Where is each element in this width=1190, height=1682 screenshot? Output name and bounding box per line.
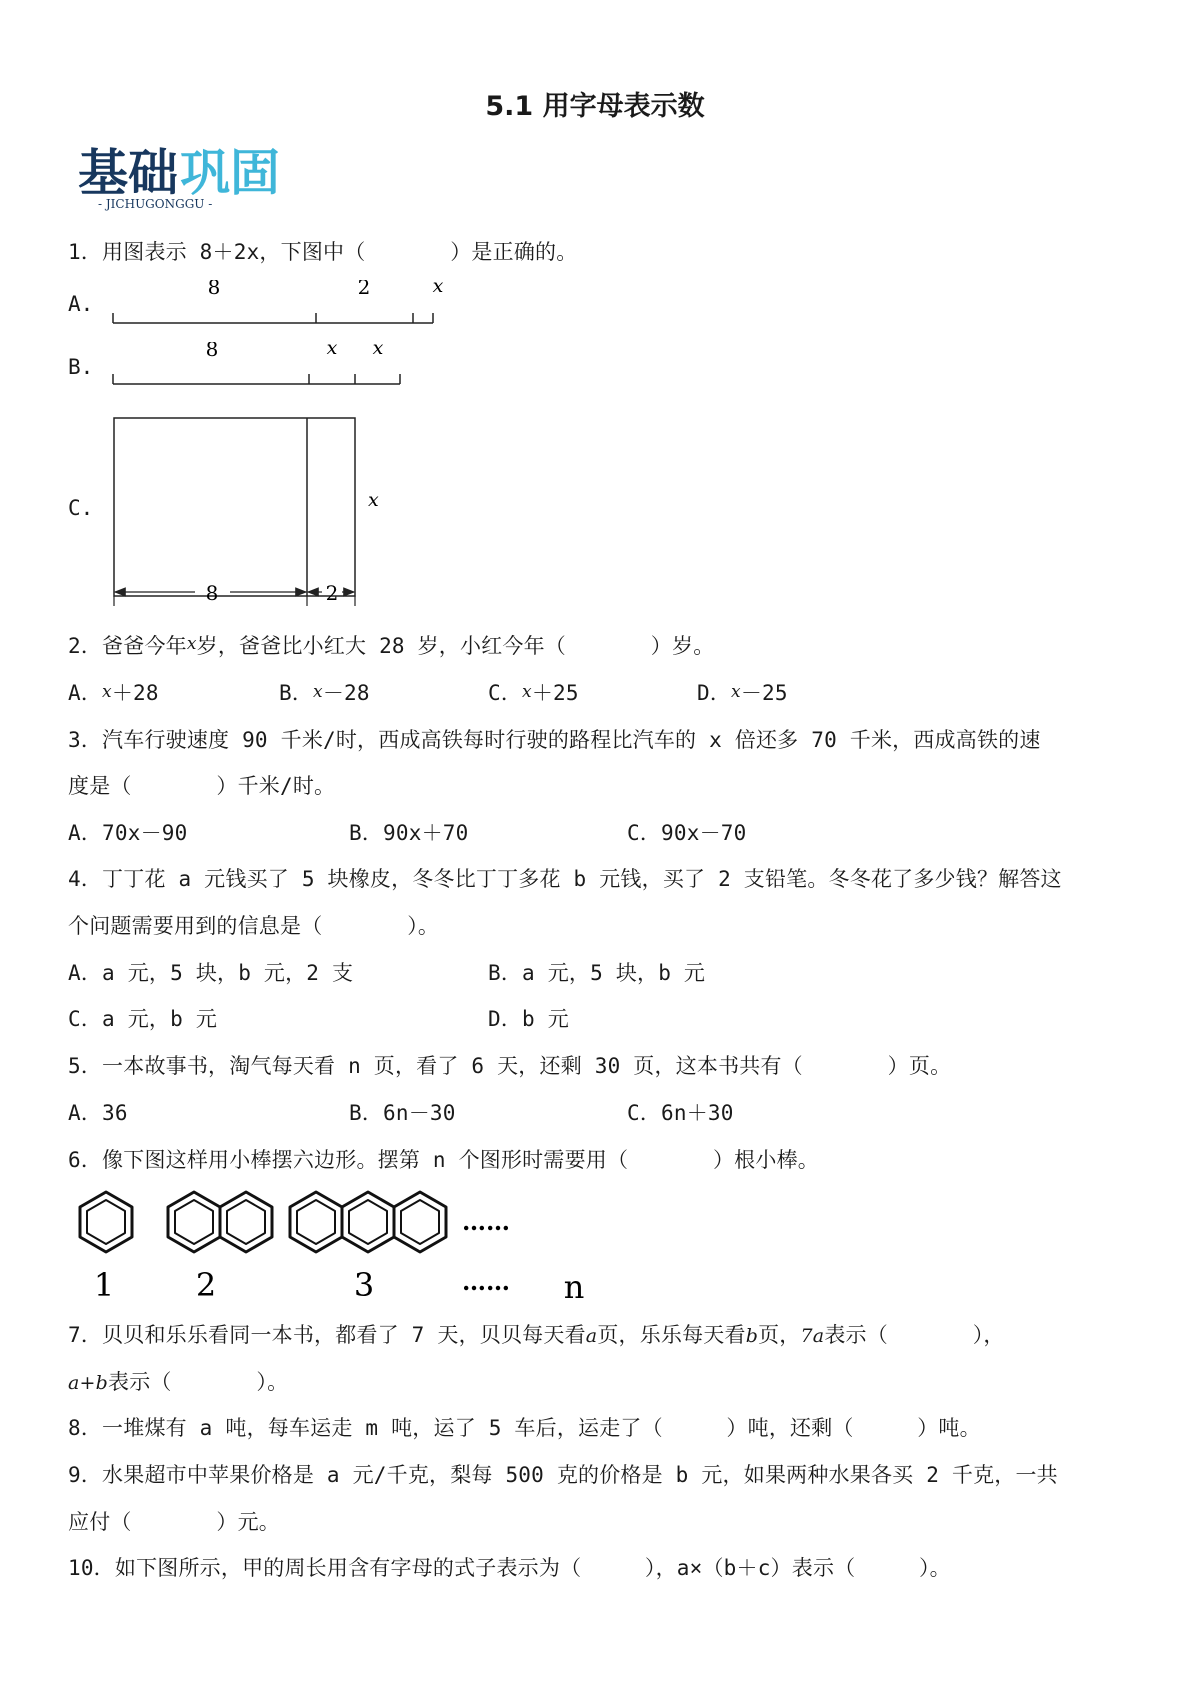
q4-option-d: D．b 元 (488, 1007, 569, 1031)
badge-graphic (78, 142, 288, 212)
hexagon-label-1: 1 (93, 1266, 115, 1304)
q4-line2: 个问题需要用到的信息是（ ）。 (68, 914, 440, 938)
q8-stem: 8．一堆煤有 a 吨，每车运走 m 吨，运了 5 车后，运走了（ ）吨，还剩（ ）吨。 (68, 1416, 981, 1440)
q3-line2: 度是（ ）千米/时。 (68, 774, 336, 798)
fig-c-label-x: x (368, 489, 379, 511)
q1-stem: 1．用图表示 8＋2x，下图中（ ）是正确的。 (68, 240, 578, 264)
q2-option-a: A．x＋28 (68, 681, 159, 705)
q4-option-b: B．a 元，5 块，b 元 (488, 961, 706, 985)
q6-stem: 6．像下图这样用小棒摆六边形。摆第 n 个图形时需要用（ ）根小棒。 (68, 1148, 819, 1172)
q1-figure-b (100, 342, 420, 392)
q1-figure-a (100, 280, 460, 330)
q1-figure-c (100, 410, 390, 610)
q2-option-c: C．x＋25 (488, 681, 579, 705)
hexagon-label-dots: …… (462, 1267, 510, 1296)
q5-option-a: A．36 (68, 1101, 128, 1125)
q10-stem: 10．如下图所示，甲的周长用含有字母的式子表示为（ ），a×（b＋c）表示（ ）。 (68, 1556, 951, 1580)
hexagon-label-n: n (563, 1268, 585, 1306)
hexagon-shape-2 (168, 1192, 272, 1252)
badge-main-part2: 巩固 (180, 143, 280, 202)
q2-option-b: B．x－28 (279, 681, 370, 705)
q5-option-b: B．6n－30 (349, 1101, 456, 1125)
q1-option-b-label: B. (68, 355, 94, 379)
q2-stem: 2．爸爸今年x岁，爸爸比小红大 28 岁，小红今年（ ）岁。 (68, 634, 715, 658)
q5-option-c: C．6n＋30 (627, 1101, 734, 1125)
fig-a-label-2: 2 (357, 280, 371, 299)
fig-c-label-8: 8 (205, 581, 219, 605)
fig-c-rectangle (114, 418, 355, 596)
q1-option-c-label: C. (68, 496, 94, 520)
q4-option-a: A．a 元，5 块，b 元，2 支 (68, 961, 354, 985)
fig-a-label-8: 8 (207, 280, 221, 299)
q6-hexagon-figure (60, 1180, 620, 1310)
hexagon-dots: …… (462, 1207, 510, 1236)
fig-b-label-x1: x (326, 342, 338, 359)
q1-option-a-label: A. (68, 292, 94, 316)
q4-line1: 4．丁丁花 a 元钱买了 5 块橡皮，冬冬比丁丁多花 b 元钱，买了 2 支铅笔。冬冬花了多少钱？解答这 (68, 867, 1062, 891)
badge-sub: - JICHUGONGGU - (98, 197, 213, 211)
q3-line1: 3．汽车行驶速度 90 千米/时，西成高铁每时行驶的路程比汽车的 x 倍还多 70 千米，西成高铁的速 (68, 728, 1041, 752)
q2-option-d: D．x－25 (697, 681, 788, 705)
q5-stem: 5．一本故事书，淘气每天看 n 页，看了 6 天，还剩 30 页，这本书共有（ ）页。 (68, 1054, 952, 1078)
q3-option-b: B．90x＋70 (349, 821, 469, 845)
hexagon-shape-1 (80, 1192, 132, 1252)
page-title: 5.1 用字母表示数 (485, 91, 705, 122)
q7-line1: 7．贝贝和乐乐看同一本书，都看了 7 天，贝贝每天看a页，乐乐每天看b页，7a表示（ ）， (68, 1323, 1005, 1347)
fig-a-label-x: x (432, 280, 444, 297)
badge-main-part1: 基础 (78, 143, 178, 202)
hexagon-label-3: 3 (353, 1266, 375, 1304)
q3-option-a: A．70x－90 (68, 821, 188, 845)
section-badge (78, 142, 288, 212)
q4-option-c: C．a 元，b 元 (68, 1007, 218, 1031)
q7-line2: a+b表示（ ）。 (68, 1370, 289, 1394)
q9-line1: 9．水果超市中苹果价格是 a 元/千克，梨每 500 克的价格是 b 元，如果两种水果各买 2 千克，一共 (68, 1463, 1058, 1487)
fig-c-label-2: 2 (325, 581, 339, 605)
hexagon-label-2: 2 (195, 1266, 217, 1304)
fig-b-label-x2: x (372, 342, 384, 359)
q9-line2: 应付（ ）元。 (68, 1510, 280, 1534)
fig-b-label-8: 8 (205, 342, 219, 361)
hexagon-shape-3 (290, 1192, 446, 1252)
q3-option-c: C．90x－70 (627, 821, 747, 845)
